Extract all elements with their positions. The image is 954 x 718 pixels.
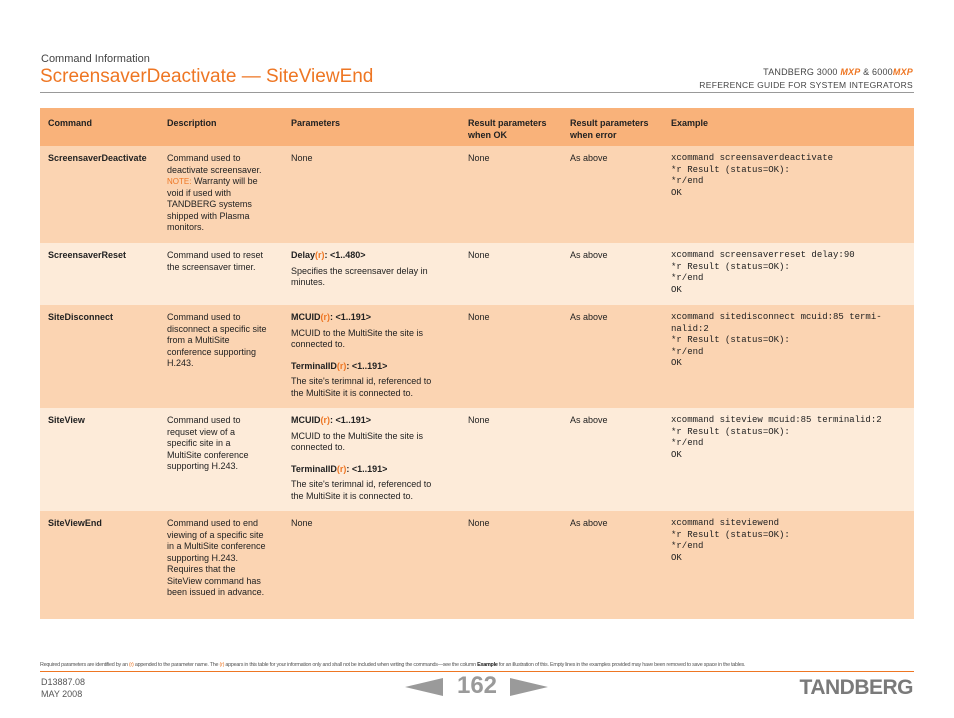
description-text: [167, 518, 267, 599]
header-divider: [40, 92, 914, 93]
parameter: [291, 361, 468, 400]
parameter-range: : <1..480>: [324, 250, 366, 260]
next-page-arrow-icon[interactable]: [510, 678, 548, 696]
page-title: ScreensaverDeactivate — SiteViewEnd: [40, 66, 374, 87]
result-error: As above: [570, 305, 671, 408]
result-ok: None: [468, 305, 570, 408]
description-text: [167, 250, 267, 273]
parameter-description: The site's terimnal id, referenced to the MultiSite it is connected to.: [291, 479, 432, 501]
description-body: Command used to end viewing of a specific site in a MultiSite conference supporting H.243. Requires that the SiteView command has been issued in advance.: [167, 518, 266, 597]
command-parameters: [291, 305, 468, 408]
footnote-required-marker: (r): [219, 662, 225, 668]
result-error: As above: [570, 146, 671, 243]
parameter-name: [291, 312, 371, 322]
command-name: SiteView: [40, 408, 167, 511]
parameter-range: : <1..191>: [346, 360, 388, 371]
command-parameters: [291, 408, 468, 511]
table-body: [40, 146, 914, 619]
command-parameters: [291, 243, 468, 305]
column-header-result-error: [570, 108, 671, 146]
command-description: [167, 243, 291, 305]
footnote-text: for an illustration of this. Empty lines in the examples provided may have been removed to save space in the tables.: [497, 662, 746, 668]
parameter-description: The site's terimnal id, referenced to the MultiSite it is connected to.: [291, 376, 432, 398]
note-text: Warranty will be void if used with TANDBERG systems shipped with Plasma monitors.: [167, 176, 258, 232]
brand-subtitle: REFERENCE GUIDE FOR SYSTEM INTEGRATORS: [699, 80, 913, 90]
command-description: [167, 146, 291, 243]
tandberg-logo: TANDBERG: [799, 676, 913, 699]
command-description: [167, 511, 291, 619]
parameter: [291, 312, 468, 351]
parameter-label: TerminalID: [291, 463, 337, 474]
parameter: [291, 464, 468, 503]
brand-prefix: TANDBERG 3000: [763, 67, 838, 77]
parameter: [291, 250, 468, 289]
parameter: [291, 415, 468, 454]
description-text: [167, 153, 267, 234]
table-row: [40, 146, 914, 243]
table-header-row: [40, 108, 914, 146]
command-parameters: [291, 511, 468, 619]
brand-product-line: [763, 67, 913, 77]
command-example: xcommand screensaverreset delay:90 *r Result (status=OK): *r/end OK: [671, 243, 914, 305]
brand-amp: & 6000: [863, 67, 893, 77]
required-marker: (r): [315, 250, 325, 260]
command-example: xcommand screensaverdeactivate *r Result (status=OK): *r/end OK: [671, 146, 914, 243]
parameter-description: MCUID to the MultiSite the site is connected to.: [291, 430, 424, 452]
previous-page-arrow-icon[interactable]: [405, 678, 443, 696]
command-table: [40, 108, 914, 619]
table-row: [40, 511, 914, 619]
required-marker: (r): [336, 463, 347, 474]
table-row: [40, 243, 914, 305]
column-header-parameters: Parameters: [291, 108, 468, 146]
parameter-name: [291, 415, 371, 425]
parameter-label: MCUID: [291, 415, 321, 425]
required-marker: (r): [336, 360, 347, 371]
column-header-result-error-label: Result parameters when error: [570, 118, 649, 140]
table-row: [40, 305, 914, 408]
section-label: Command Information: [41, 53, 150, 65]
description-body: Command used to disconnect a specific site from a MultiSite conference supporting H.243.: [167, 312, 267, 368]
command-name: SiteViewEnd: [40, 511, 167, 619]
note-label: NOTE:: [167, 177, 192, 186]
command-example: xcommand sitedisconnect mcuid:85 termi- nalid:2 *r Result (status=OK): *r/end OK: [671, 305, 914, 408]
brand-mxp: MXP: [892, 67, 913, 77]
parameter-label: MCUID: [291, 312, 321, 322]
column-header-result-ok-label: Result parameters when OK: [468, 118, 547, 140]
footnote-text: appended to the parameter name. The: [133, 662, 220, 668]
footnote-text: Required parameters are identified by an: [40, 662, 129, 668]
description-body: Command used to requset view of a specific site in a MultiSite conference supporting H.243.: [167, 415, 249, 471]
command-name: ScreensaverDeactivate: [40, 146, 167, 243]
parameter-description: MCUID to the MultiSite the site is connected to.: [291, 327, 424, 349]
description-body: Command used to deactivate screensaver.: [167, 153, 262, 175]
parameter-description: Specifies the screensaver delay in minutes.: [291, 265, 428, 287]
document-date: MAY 2008: [41, 689, 83, 699]
command-name: ScreensaverReset: [40, 243, 167, 305]
document-id: D13887.08: [41, 677, 86, 687]
result-ok: None: [468, 408, 570, 511]
footnote-text: appears in this table for your information only and shall not be included when writing the commands—see the column: [224, 662, 478, 668]
required-marker: (r): [320, 312, 330, 322]
command-example: xcommand siteviewend *r Result (status=OK): *r/end OK: [671, 511, 914, 619]
description-text: [167, 312, 267, 370]
result-ok: None: [468, 511, 570, 619]
footnote: [40, 662, 914, 668]
parameter-label: TerminalID: [291, 360, 337, 371]
table-row: [40, 408, 914, 511]
command-name: SiteDisconnect: [40, 305, 167, 408]
column-header-description: Description: [167, 108, 291, 146]
page-number: 162: [456, 672, 498, 699]
param-none: None: [291, 518, 313, 528]
column-header-command: Command: [40, 108, 167, 146]
param-none: None: [291, 153, 313, 163]
column-header-result-ok: [468, 108, 570, 146]
parameter-name: [291, 250, 366, 260]
parameter-range: : <1..191>: [330, 312, 372, 322]
description-body: Command used to reset the screensaver timer.: [167, 250, 264, 272]
column-header-example: Example: [671, 108, 914, 146]
parameter-name: [291, 361, 387, 371]
description-text: [167, 415, 267, 473]
command-description: [167, 305, 291, 408]
result-error: As above: [570, 511, 671, 619]
footnote-example-ref: Example: [477, 662, 498, 668]
result-error: As above: [570, 408, 671, 511]
parameter-range: : <1..191>: [346, 463, 388, 474]
command-example: xcommand siteview mcuid:85 terminalid:2 *r Result (status=OK): *r/end OK: [671, 408, 914, 511]
parameter-range: : <1..191>: [330, 415, 372, 425]
command-description: [167, 408, 291, 511]
result-error: As above: [570, 243, 671, 305]
result-ok: None: [468, 146, 570, 243]
brand-mxp: MXP: [840, 67, 861, 77]
command-parameters: [291, 146, 468, 243]
parameter-name: [291, 464, 387, 474]
result-ok: None: [468, 243, 570, 305]
parameter-label: Delay: [291, 250, 316, 260]
footnote-required-marker: (r): [128, 662, 134, 668]
required-marker: (r): [320, 415, 330, 425]
